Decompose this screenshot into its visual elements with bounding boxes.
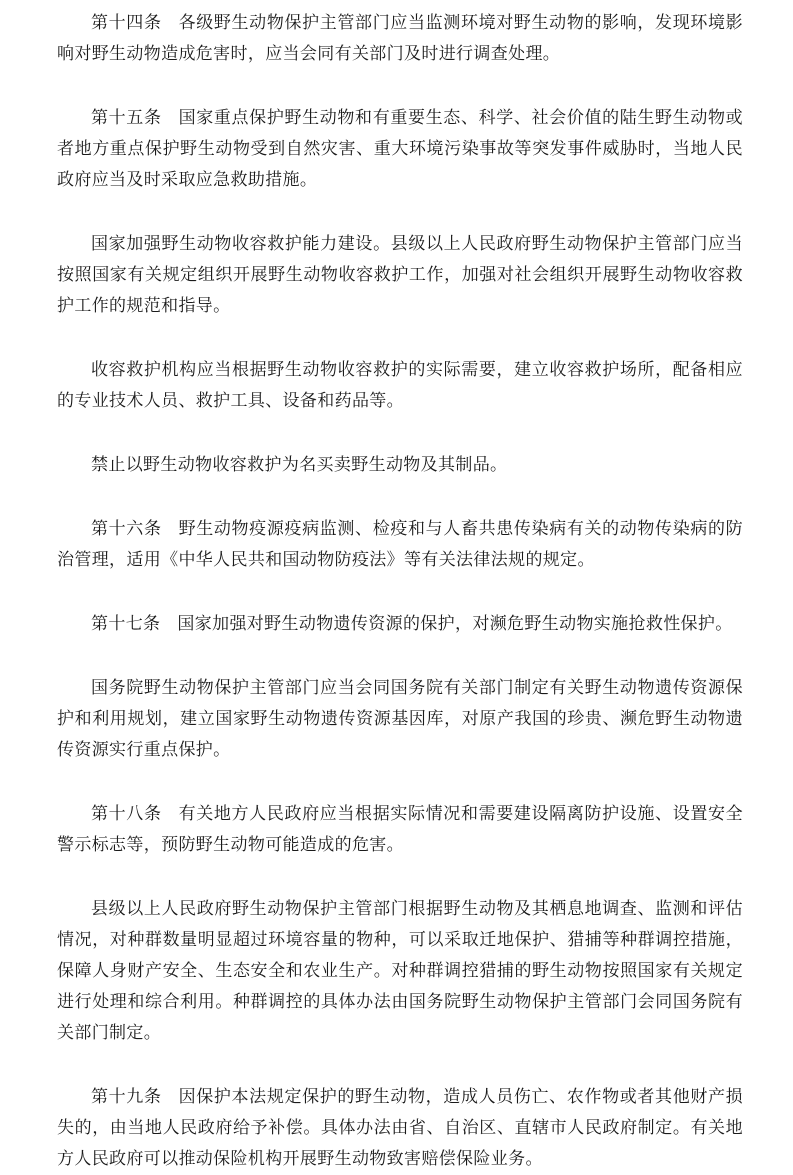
article-number: 第十五条 bbox=[91, 108, 162, 128]
paragraph-text: 各级野生动物保护主管部门应当监测环境对野生动物的影响，发现环境影响对野生动物造成危害时，应当会同有关部门及时进行调查处理。 bbox=[57, 13, 743, 64]
article-18-paragraph-2 bbox=[57, 894, 743, 1049]
paragraph-text: 国家重点保护野生动物和有重要生态、科学、社会价值的陆生野生动物或者地方重点保护野生动物受到自然灾害、重大环境污染事故等突发事件威胁时，当地人民政府应当及时采取应急救助措施。 bbox=[57, 108, 743, 190]
article-16-paragraph bbox=[57, 514, 743, 576]
article-19-paragraph bbox=[57, 1082, 743, 1175]
article-number: 第十四条 bbox=[91, 13, 162, 33]
paragraph-text: 国务院野生动物保护主管部门应当会同国务院有关部门制定有关野生动物遗传资源保护和利用规划，建立国家野生动物遗传资源基因库，对原产我国的珍贵、濒危野生动物遗传资源实行重点保护。 bbox=[57, 678, 743, 760]
paragraph-text: 县级以上人民政府野生动物保护主管部门根据野生动物及其栖息地调查、监测和评估情况，对种群数量明显超过环境容量的物种，可以采取迁地保护、猎捕等种群调控措施，保障人身财产安全、生态安全和农业生产。对种群调控猎捕的野生动物按照国家有关规定进行处理和综合利用。种群调控的具体办法由国务院野生动物保护主管部门会同国务院有关部门制定。 bbox=[57, 899, 743, 1043]
article-15-paragraph-2 bbox=[57, 229, 743, 322]
article-15-paragraph-3 bbox=[57, 355, 743, 417]
article-14-paragraph bbox=[57, 8, 743, 70]
article-18-paragraph bbox=[57, 799, 743, 861]
article-17-paragraph bbox=[57, 609, 743, 640]
article-17-paragraph-2 bbox=[57, 673, 743, 766]
paragraph-text: 国家加强对野生动物遗传资源的保护，对濒危野生动物实施抢救性保护。 bbox=[177, 614, 733, 634]
article-number: 第十九条 bbox=[91, 1087, 162, 1107]
paragraph-text: 收容救护机构应当根据野生动物收容救护的实际需要，建立收容救护场所，配备相应的专业技术人员、救护工具、设备和药品等。 bbox=[57, 360, 743, 411]
paragraph-text: 因保护本法规定保护的野生动物，造成人员伤亡、农作物或者其他财产损失的，由当地人民政府给予补偿。具体办法由省、自治区、直辖市人民政府制定。有关地方人民政府可以推动保险机构开展野生动物致害赔偿保险业务。 bbox=[57, 1087, 743, 1169]
article-15-paragraph-4 bbox=[57, 450, 743, 481]
article-15-paragraph bbox=[57, 103, 743, 196]
article-number: 第十六条 bbox=[91, 519, 162, 539]
paragraph-text: 野生动物疫源疫病监测、检疫和与人畜共患传染病有关的动物传染病的防治管理，适用《中华人民共和国动物防疫法》等有关法律法规的规定。 bbox=[57, 519, 743, 570]
paragraph-text: 国家加强野生动物收容救护能力建设。县级以上人民政府野生动物保护主管部门应当按照国家有关规定组织开展野生动物收容救护工作，加强对社会组织开展野生动物收容救护工作的规范和指导。 bbox=[57, 234, 743, 316]
article-number: 第十八条 bbox=[91, 804, 162, 824]
paragraph-text: 有关地方人民政府应当根据实际情况和需要建设隔离防护设施、设置安全警示标志等，预防野生动物可能造成的危害。 bbox=[57, 804, 743, 855]
paragraph-text: 禁止以野生动物收容救护为名买卖野生动物及其制品。 bbox=[91, 455, 508, 475]
article-number: 第十七条 bbox=[91, 614, 161, 634]
